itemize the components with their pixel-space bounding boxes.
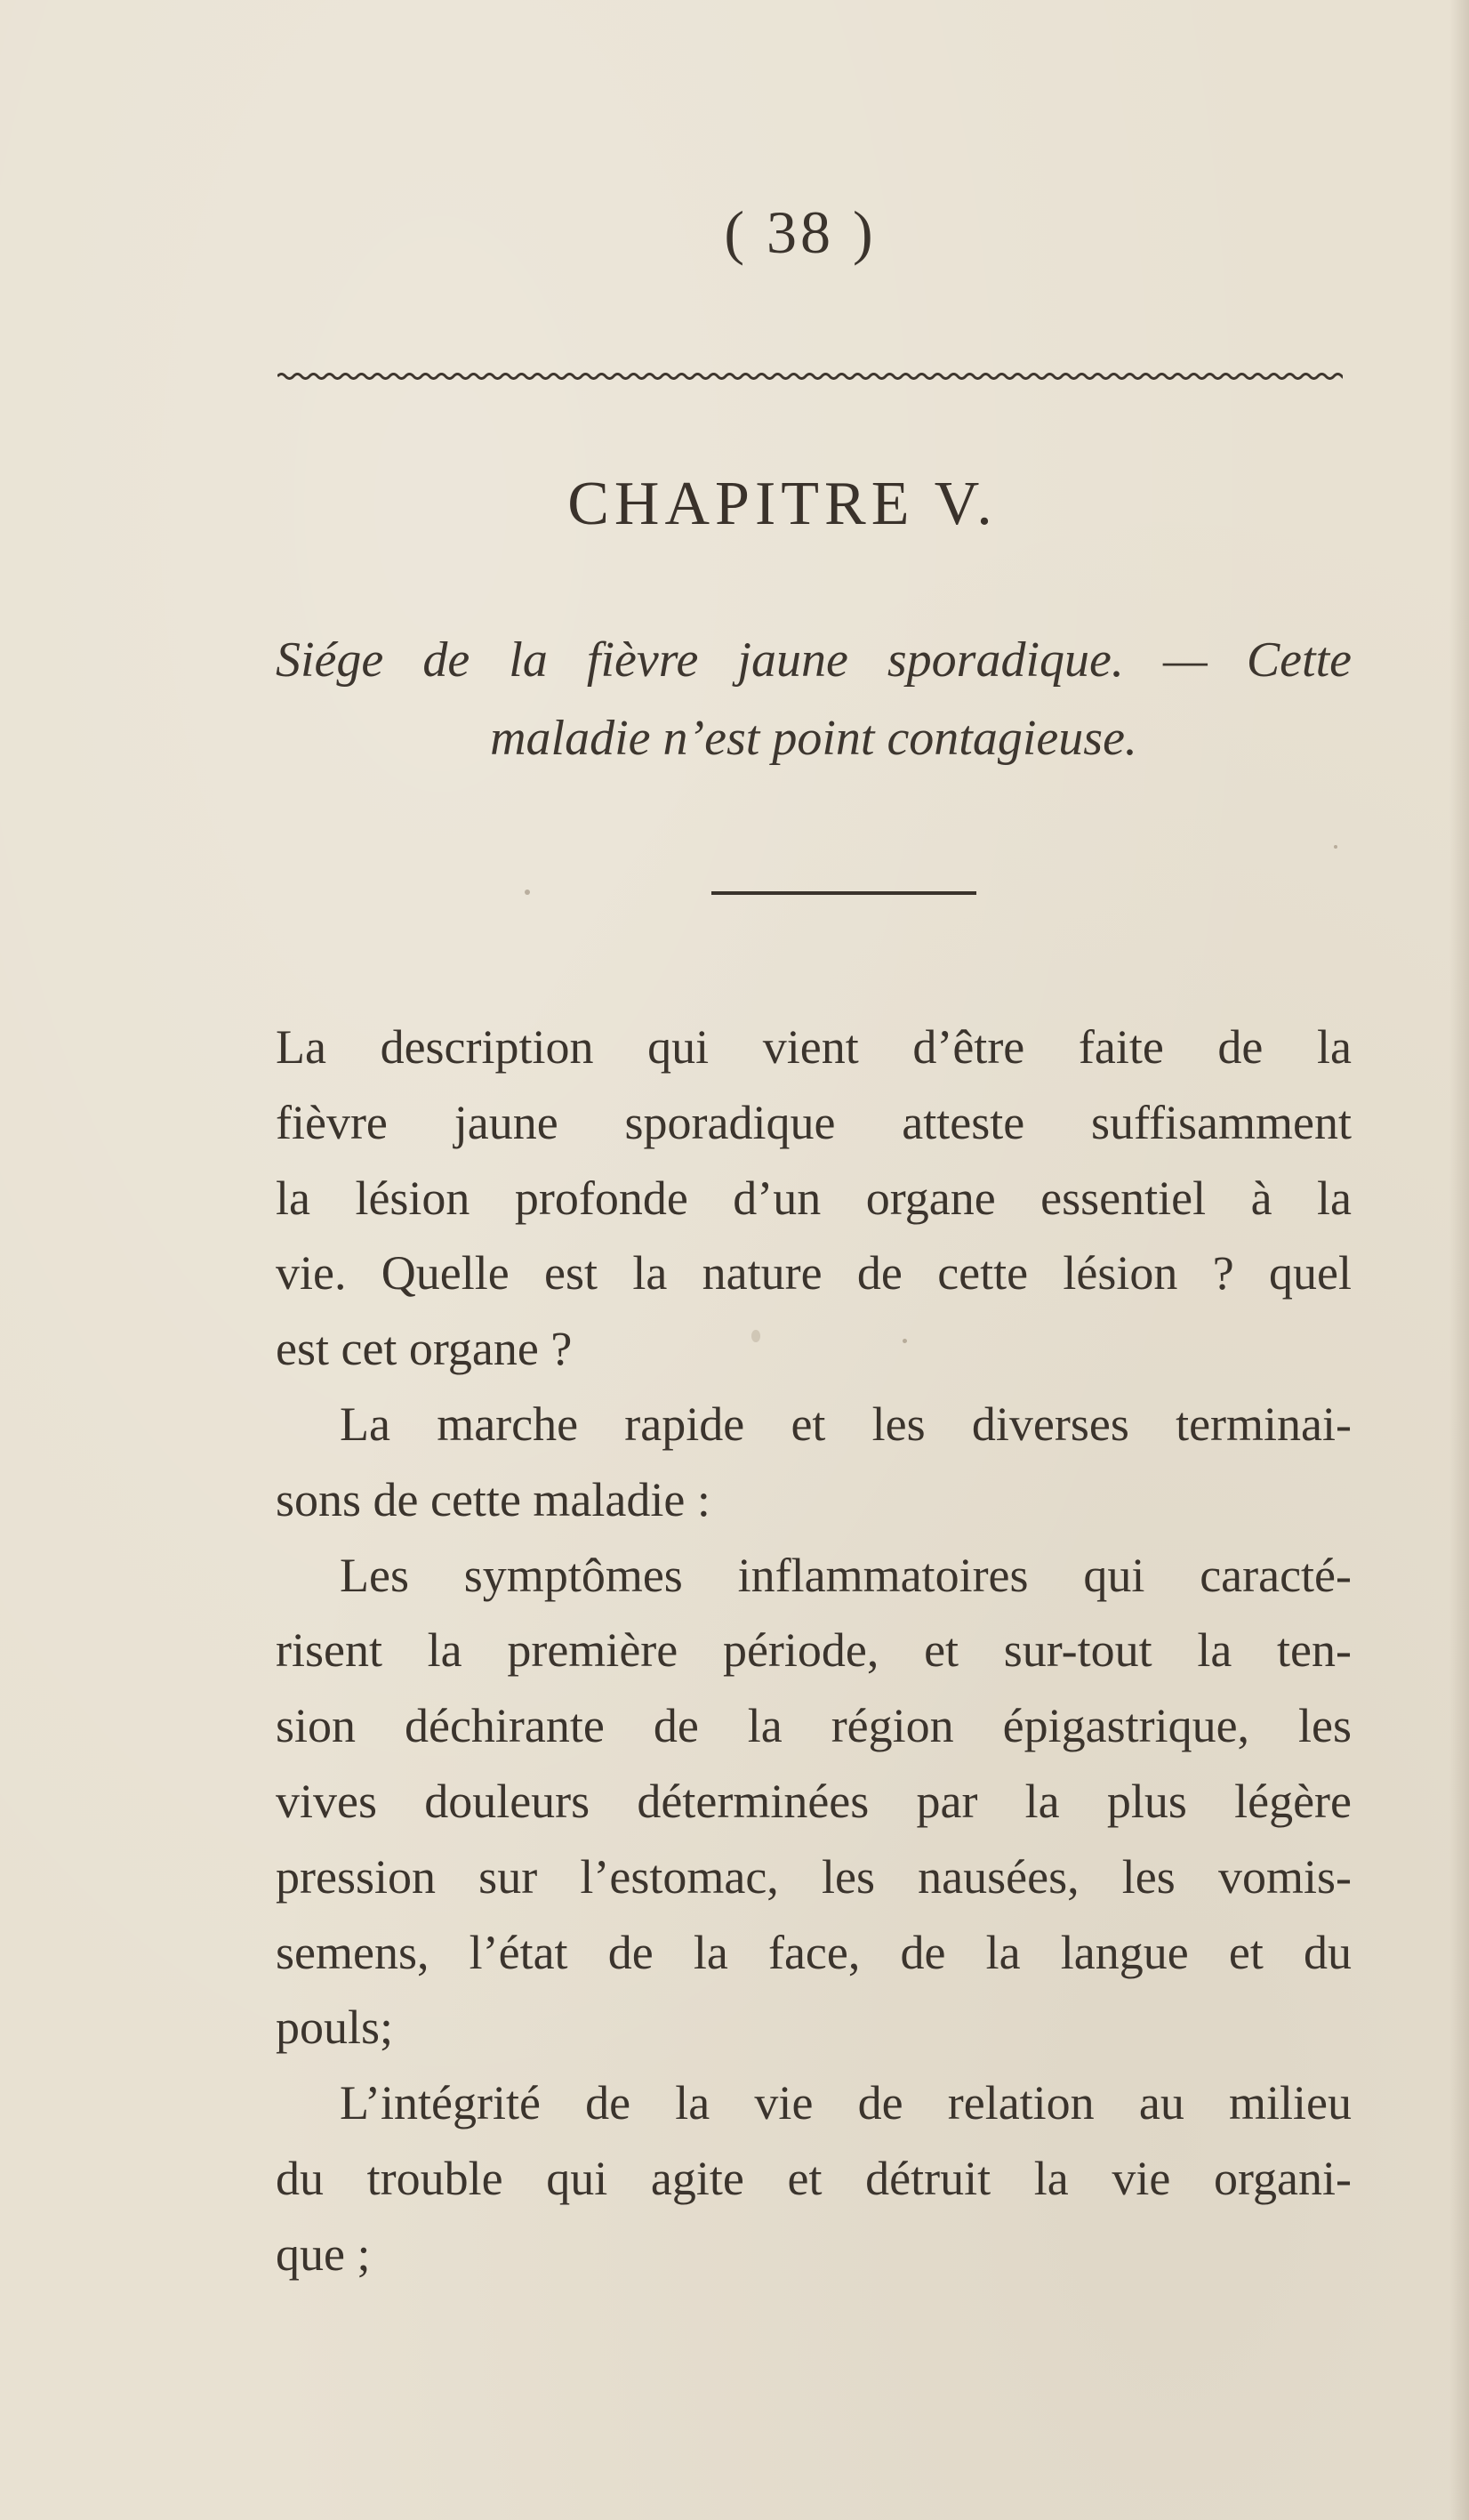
text-line: Les symptômes inflammatoires qui caracté-	[340, 1548, 1352, 1602]
chapter-title: CHAPITRE V.	[567, 470, 998, 538]
text-line: est cet organe ?	[276, 1322, 573, 1376]
text-line: L’intégrité de la vie de relation au milieu	[340, 2076, 1352, 2130]
text-line: vives douleurs déterminées par la plus légère	[276, 1774, 1352, 1828]
text-line: pouls;	[276, 2001, 394, 2055]
text-line: pression sur l’estomac, les nausées, les vomis-	[276, 1849, 1352, 1904]
text-line: risent la première période, et sur-tout la ten-	[276, 1623, 1352, 1678]
text-line: vie. Quelle est la nature de cette lésion ? quel	[276, 1246, 1352, 1300]
text-line: semens, l’état de la face, de la langue et du	[276, 1925, 1352, 1979]
body-text	[276, 1010, 1352, 2292]
paper-speck	[1334, 845, 1337, 849]
chapter-subtitle-line-1: Siége de la fièvre jaune sporadique. — Cette	[276, 632, 1352, 688]
chapter-subtitle-line-2: maladie n’est point contagieuse.	[490, 711, 1137, 766]
text-line: la lésion profonde d’un organe essentiel à la	[276, 1171, 1352, 1225]
text-line: sons de cette maladie :	[276, 1472, 710, 1526]
text-line: sion déchirante de la région épigastrique, les	[276, 1699, 1352, 1753]
paper-speck	[903, 1339, 907, 1343]
text-line: du trouble qui agite et détruit la vie organi-	[276, 2151, 1352, 2205]
ornamental-rule	[277, 369, 1343, 383]
text-line: que ;	[276, 2226, 371, 2281]
paper-speck	[525, 890, 530, 895]
page-edge-shadow	[1449, 0, 1469, 2520]
text-line: La marche rapide et les diverses terminai-	[340, 1397, 1352, 1451]
page-number: ( 38 )	[724, 198, 877, 266]
paper-speck	[751, 1330, 760, 1342]
text-line: La description qui vient d’être faite de la	[276, 1020, 1352, 1074]
section-divider	[711, 891, 976, 895]
text-line: fièvre jaune sporadique atteste suffisamment	[276, 1095, 1352, 1149]
